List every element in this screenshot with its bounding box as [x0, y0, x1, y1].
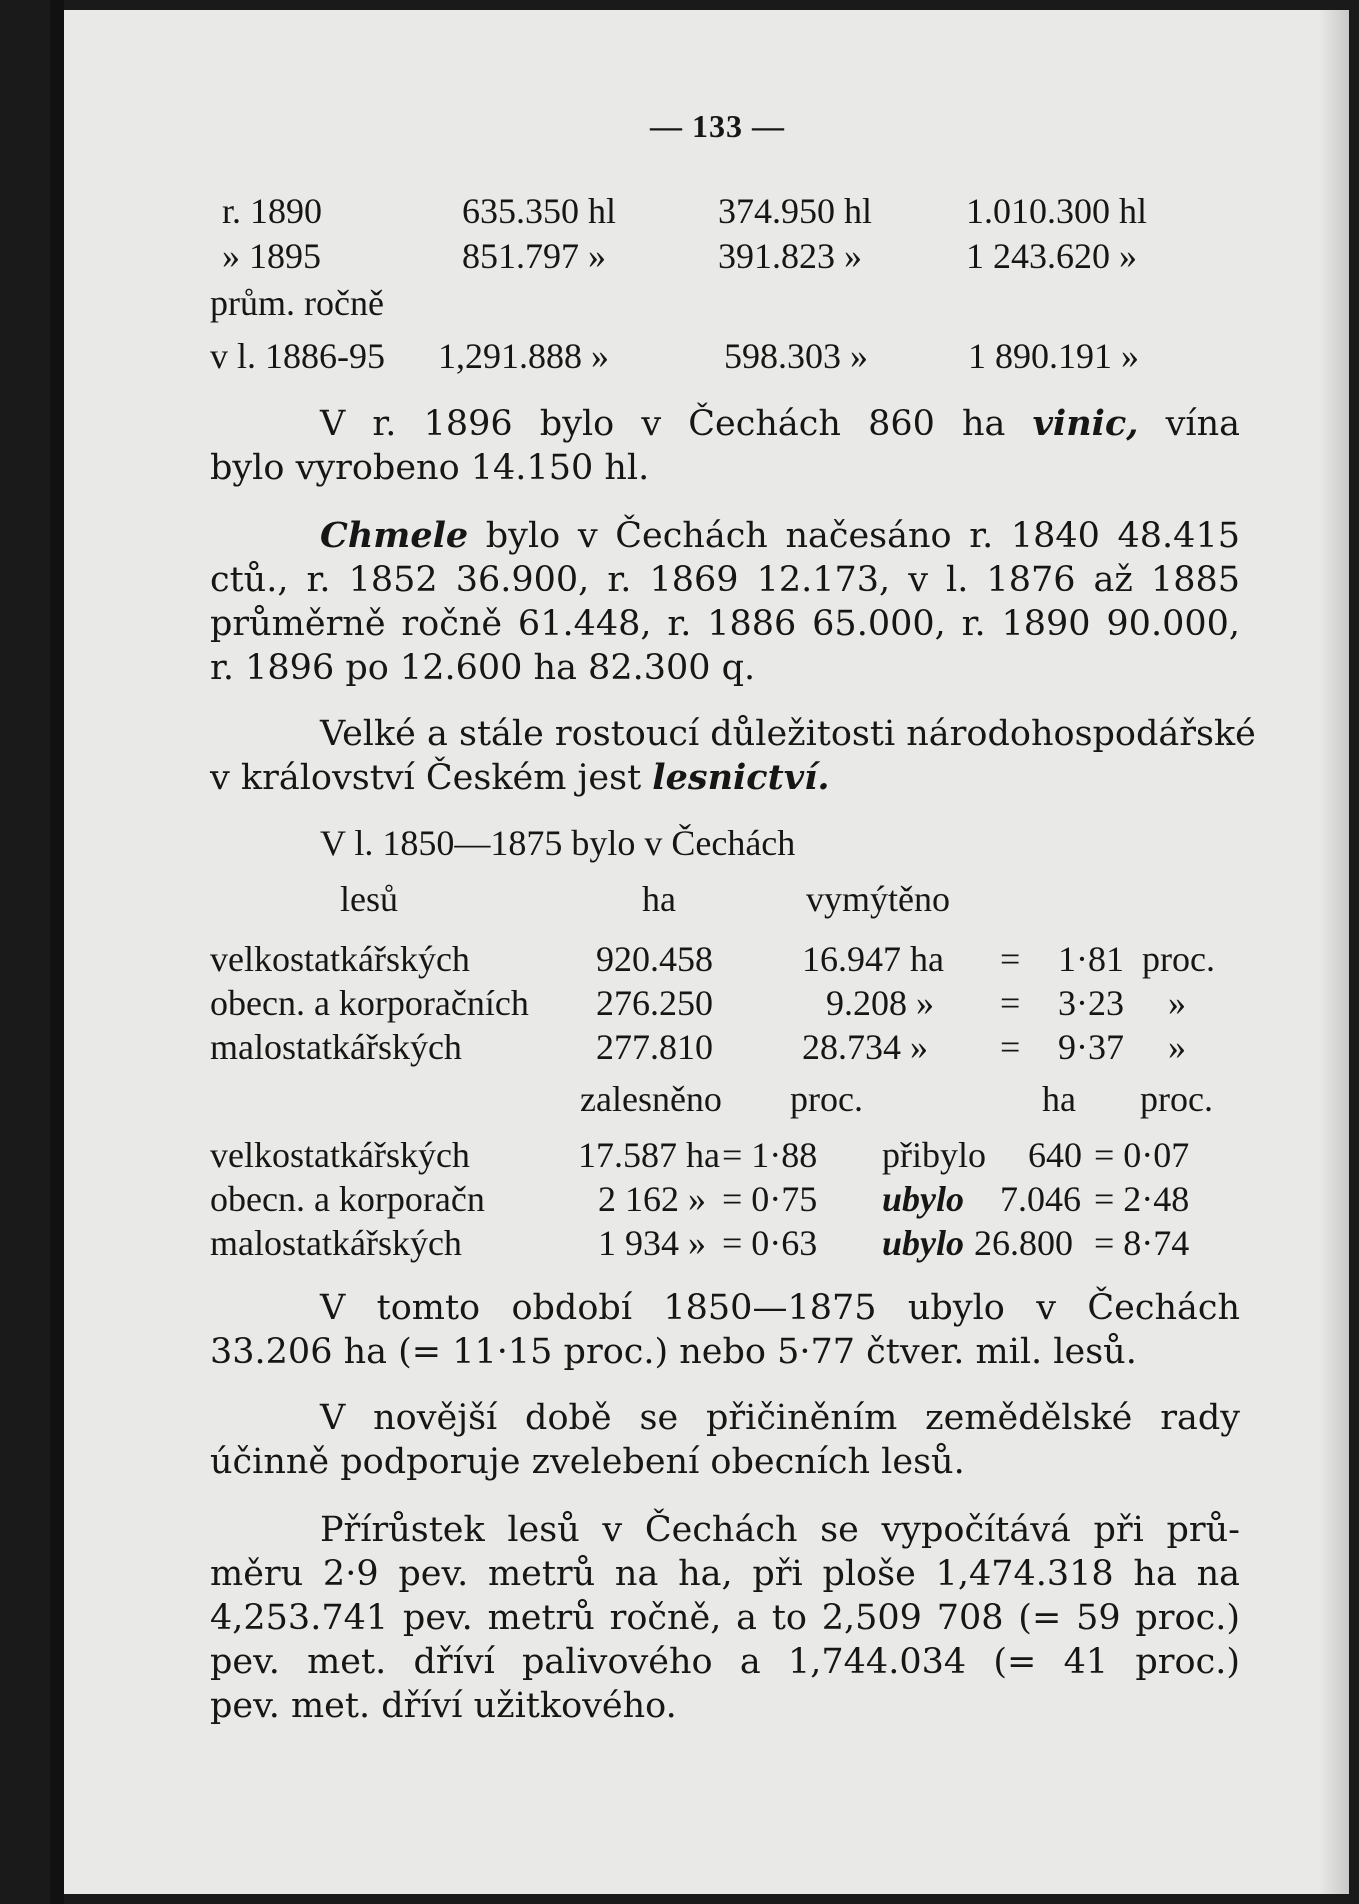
- cell-value: = 1·88: [722, 1135, 818, 1175]
- row-label: obecn. a korporačn: [210, 1179, 485, 1219]
- text-line: [210, 1508, 1240, 1552]
- table-intro: V l. 1850—1875 bylo v Čechách: [320, 823, 796, 863]
- emphasis-text: lesnictví.: [652, 757, 830, 798]
- cell-value: přibylo: [882, 1135, 986, 1175]
- page-number: — 133 —: [650, 108, 785, 144]
- cell-value: »: [1168, 983, 1186, 1023]
- text-line: [210, 756, 1240, 800]
- cell-value: 374.950 hl: [718, 191, 873, 231]
- cell-value: 1 243.620 »: [966, 236, 1137, 276]
- row-label: malostatkářských: [210, 1223, 462, 1263]
- row-label: v l. 1886-95: [210, 336, 385, 376]
- cell-value: 1 934 »: [598, 1223, 706, 1263]
- row-label: obecn. a korporačních: [210, 983, 529, 1023]
- row-label: velkostatkářských: [210, 1135, 470, 1175]
- cell-value: = 0·75: [722, 1179, 818, 1219]
- column-header: proc.: [1140, 1079, 1213, 1119]
- cell-value: ubylo: [882, 1223, 965, 1263]
- cell-value: 276.250: [596, 983, 713, 1023]
- text-line: [210, 402, 1240, 446]
- column-header: lesů: [340, 879, 398, 919]
- text-run: vína: [1165, 404, 1240, 444]
- cell-value: 9·37: [1058, 1027, 1124, 1067]
- paragraph-forestry: [210, 712, 1256, 800]
- text-line: 33.206 ha (= 11·15 proc.) nebo 5·77 čtver. mil. lesů.: [210, 1332, 1137, 1372]
- cell-value: = 8·74: [1094, 1223, 1190, 1263]
- text-line: 4,253.741 pev. metrů ročně, a to 2,509 708 (= 59 proc.): [210, 1598, 1240, 1638]
- text-run: bylo v Čechách načesáno r. 1840 48.415: [485, 516, 1240, 556]
- column-header: ha: [1042, 1079, 1076, 1119]
- paragraph-newer: [210, 1396, 1240, 1484]
- emphasis-text: vinic,: [1032, 403, 1139, 444]
- text-line: ctů., r. 1852 36.900, r. 1869 12.173, v l. 1876 až 1885: [210, 560, 1240, 600]
- row-label: r. 1890: [222, 191, 323, 231]
- row-label: malostatkářských: [210, 1027, 462, 1067]
- row-label: prům. ročně: [210, 283, 384, 323]
- cell-value: =: [1000, 983, 1021, 1023]
- paragraph-hops: [210, 514, 1240, 690]
- cell-value: = 0·63: [722, 1223, 818, 1263]
- cell-value: 3·23: [1058, 983, 1124, 1023]
- column-header: zalesněno: [580, 1079, 722, 1119]
- cell-value: =: [1000, 939, 1021, 979]
- text-run: V tomto období 1850—1875 ubylo v Čechách: [320, 1288, 1240, 1328]
- text-line: bylo vyrobeno 14.150 hl.: [210, 448, 650, 488]
- paragraph-loss: [210, 1286, 1240, 1374]
- cell-value: = 2·48: [1094, 1179, 1190, 1219]
- text-line: účinně podporuje zvelebení obecních lesů.: [210, 1442, 965, 1482]
- text-run: V r. 1896 bylo v Čechách 860 ha: [320, 404, 1006, 444]
- cell-value: 2 162 »: [598, 1179, 706, 1219]
- text-line: [210, 514, 1240, 558]
- cell-value: 640: [1028, 1135, 1082, 1175]
- cell-value: ubylo: [882, 1179, 965, 1219]
- column-header: ha: [642, 879, 676, 919]
- cell-value: 851.797 »: [462, 236, 606, 276]
- cell-value: = 0·07: [1094, 1135, 1190, 1175]
- text-run: v království Českém jest: [210, 758, 642, 798]
- row-label: » 1895: [222, 236, 321, 276]
- text-line: průměrně ročně 61.448, r. 1886 65.000, r. 1890 90.000,: [210, 604, 1240, 644]
- cell-value: 277.810: [596, 1027, 713, 1067]
- row-label: velkostatkářských: [210, 939, 470, 979]
- cell-value: »: [1168, 1027, 1186, 1067]
- cell-value: 26.800: [974, 1223, 1073, 1263]
- column-header: proc.: [790, 1079, 863, 1119]
- text-run: Velké a stále rostoucí důležitosti národohospodářské: [320, 714, 1256, 754]
- cell-value: 9.208 »: [826, 983, 934, 1023]
- text-line: pev. met. dříví užitkového.: [210, 1686, 677, 1726]
- text-run: Přírůstek lesů v Čechách se vypočítává při prů-: [320, 1510, 1240, 1550]
- cell-value: proc.: [1142, 939, 1215, 979]
- cell-value: =: [1000, 1027, 1021, 1067]
- cell-value: 1.010.300 hl: [966, 191, 1148, 231]
- text-line: pev. met. dříví palivového a 1,744.034 (= 41 proc.): [210, 1642, 1240, 1682]
- cell-value: 598.303 »: [724, 336, 868, 376]
- column-header: vymýtěno: [806, 879, 950, 919]
- cell-value: 17.587 ha: [578, 1135, 720, 1175]
- cell-value: 28.734 »: [802, 1027, 928, 1067]
- text-line: [210, 712, 1256, 756]
- cell-value: 16.947 ha: [802, 939, 944, 979]
- paragraph-vine: [210, 402, 1240, 490]
- book-spine: [50, 0, 64, 1904]
- cell-value: 635.350 hl: [462, 191, 617, 231]
- book-page: [64, 10, 1349, 1894]
- cell-value: 1·81: [1058, 939, 1124, 979]
- text-line: [210, 1286, 1240, 1330]
- text-line: měru 2·9 pev. metrů na ha, při ploše 1,474.318 ha na: [210, 1554, 1240, 1594]
- paragraph-growth: [210, 1508, 1240, 1728]
- cell-value: 7.046: [1000, 1179, 1081, 1219]
- cell-value: 1,291.888 »: [438, 336, 609, 376]
- text-run: V novější době se přičiněním zemědělské rady: [320, 1398, 1240, 1438]
- emphasis-text: Chmele: [320, 515, 469, 556]
- text-line: r. 1896 po 12.600 ha 82.300 q.: [210, 648, 756, 688]
- cell-value: 920.458: [596, 939, 713, 979]
- cell-value: 391.823 »: [718, 236, 862, 276]
- cell-value: 1 890.191 »: [968, 336, 1139, 376]
- text-line: [210, 1396, 1240, 1440]
